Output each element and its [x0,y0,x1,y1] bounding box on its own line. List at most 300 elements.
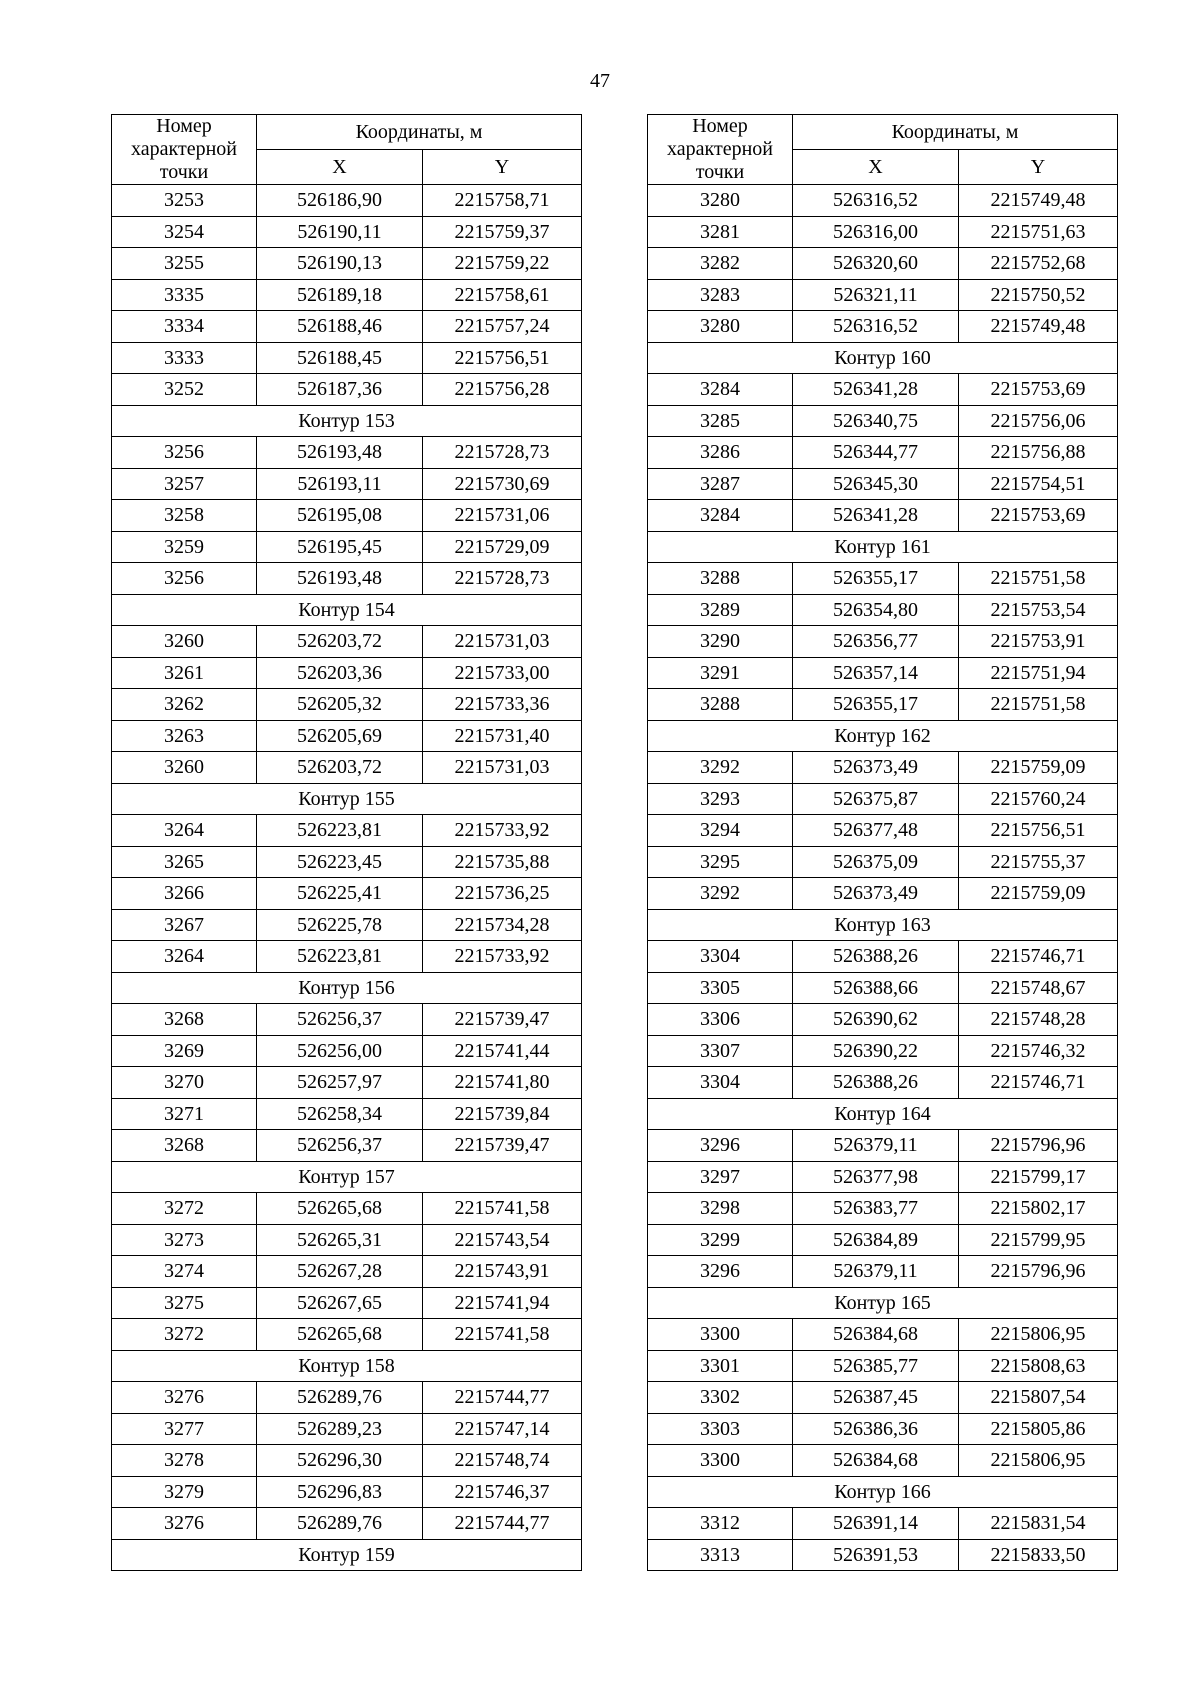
y-coordinate-cell: 2215741,58 [423,1193,582,1225]
x-coordinate-cell: 526195,08 [257,500,423,532]
y-coordinate-cell: 2215731,06 [423,500,582,532]
point-number-cell: 3300 [648,1319,793,1351]
point-number-cell: 3298 [648,1193,793,1225]
y-coordinate-cell: 2215806,95 [959,1319,1118,1351]
x-coordinate-cell: 526190,13 [257,248,423,280]
point-number-cell: 3296 [648,1130,793,1162]
y-coordinate-cell: 2215757,24 [423,311,582,343]
x-coordinate-cell: 526391,14 [793,1508,959,1540]
y-coordinate-cell: 2215741,94 [423,1287,582,1319]
contour-label: Контур 165 [648,1287,1118,1319]
contour-row [112,1161,582,1193]
point-number-cell: 3313 [648,1539,793,1571]
x-coordinate-cell: 526203,36 [257,657,423,689]
y-coordinate-cell: 2215731,03 [423,626,582,658]
x-coordinate-cell: 526193,11 [257,468,423,500]
y-coordinate-cell: 2215806,95 [959,1445,1118,1477]
table-row [648,437,1118,469]
table-row [112,752,582,784]
contour-label: Контур 161 [648,531,1118,563]
y-coordinate-cell: 2215748,67 [959,972,1118,1004]
contour-label: Контур 155 [112,783,582,815]
table-row [648,1035,1118,1067]
table-row [648,1539,1118,1571]
page-number: 47 [590,70,610,92]
table-row [112,563,582,595]
point-number-cell: 3335 [112,279,257,311]
table-row [112,878,582,910]
table-row [112,1287,582,1319]
contour-row [112,1539,582,1571]
y-coordinate-cell: 2215760,24 [959,783,1118,815]
point-number-cell: 3252 [112,374,257,406]
x-coordinate-cell: 526223,81 [257,941,423,973]
point-number-cell: 3296 [648,1256,793,1288]
y-coordinate-cell: 2215741,80 [423,1067,582,1099]
point-number-cell: 3286 [648,437,793,469]
table-row [648,1193,1118,1225]
table-row [648,1382,1118,1414]
table-body [648,185,1118,1571]
table-row [112,468,582,500]
point-number-cell: 3262 [112,689,257,721]
y-coordinate-cell: 2215739,47 [423,1130,582,1162]
point-number-cell: 3277 [112,1413,257,1445]
x-coordinate-cell: 526321,11 [793,279,959,311]
table-row [112,311,582,343]
contour-label: Контур 164 [648,1098,1118,1130]
table-body [112,185,582,1571]
y-coordinate-cell: 2215728,73 [423,563,582,595]
point-number-cell: 3280 [648,185,793,217]
point-number-cell: 3288 [648,563,793,595]
table-row [648,405,1118,437]
y-coordinate-cell: 2215734,28 [423,909,582,941]
point-number-cell: 3288 [648,689,793,721]
contour-label: Контур 163 [648,909,1118,941]
x-coordinate-cell: 526265,68 [257,1193,423,1225]
x-coordinate-cell: 526341,28 [793,374,959,406]
table-row [112,720,582,752]
y-coordinate-cell: 2215741,58 [423,1319,582,1351]
point-number-cell: 3255 [112,248,257,280]
contour-row [648,531,1118,563]
table-header [648,115,1118,185]
y-coordinate-cell: 2215731,40 [423,720,582,752]
y-coordinate-cell: 2215752,68 [959,248,1118,280]
x-coordinate-cell: 526373,49 [793,752,959,784]
coordinates-table-right [647,114,1118,1571]
x-coordinate-cell: 526379,11 [793,1256,959,1288]
y-coordinate-cell: 2215756,88 [959,437,1118,469]
point-number-cell: 3264 [112,941,257,973]
y-coordinate-cell: 2215755,37 [959,846,1118,878]
point-number-cell: 3292 [648,878,793,910]
x-coordinate-cell: 526375,87 [793,783,959,815]
point-number-cell: 3304 [648,941,793,973]
point-number-cell: 3257 [112,468,257,500]
table-row [112,1130,582,1162]
x-coordinate-cell: 526188,46 [257,311,423,343]
x-header: X [793,150,959,185]
y-coordinate-cell: 2215796,96 [959,1130,1118,1162]
y-coordinate-cell: 2215808,63 [959,1350,1118,1382]
table-row [112,1098,582,1130]
point-number-cell: 3264 [112,815,257,847]
point-number-cell: 3254 [112,216,257,248]
table-row [112,248,582,280]
point-number-cell: 3268 [112,1130,257,1162]
point-number-cell: 3276 [112,1508,257,1540]
y-coordinate-cell: 2215833,50 [959,1539,1118,1571]
x-coordinate-cell: 526316,00 [793,216,959,248]
table-row [648,1445,1118,1477]
x-coordinate-cell: 526391,53 [793,1539,959,1571]
point-number-cell: 3266 [112,878,257,910]
x-coordinate-cell: 526340,75 [793,405,959,437]
x-coordinate-cell: 526390,22 [793,1035,959,1067]
table-row [112,941,582,973]
x-coordinate-cell: 526316,52 [793,185,959,217]
point-number-cell: 3294 [648,815,793,847]
table-row [112,815,582,847]
point-number-cell: 3273 [112,1224,257,1256]
x-coordinate-cell: 526384,68 [793,1445,959,1477]
x-coordinate-cell: 526203,72 [257,626,423,658]
x-coordinate-cell: 526377,48 [793,815,959,847]
x-coordinate-cell: 526355,17 [793,563,959,595]
x-coordinate-cell: 526341,28 [793,500,959,532]
table-row [648,878,1118,910]
y-coordinate-cell: 2215751,58 [959,563,1118,595]
y-coordinate-cell: 2215831,54 [959,1508,1118,1540]
x-coordinate-cell: 526385,77 [793,1350,959,1382]
point-number-cell: 3295 [648,846,793,878]
table-row [648,846,1118,878]
point-number-cell: 3333 [112,342,257,374]
point-number-cell: 3280 [648,311,793,343]
x-coordinate-cell: 526373,49 [793,878,959,910]
table-row [648,500,1118,532]
y-coordinate-cell: 2215805,86 [959,1413,1118,1445]
y-coordinate-cell: 2215744,77 [423,1508,582,1540]
table-row [112,657,582,689]
x-coordinate-cell: 526193,48 [257,437,423,469]
table-row [112,1193,582,1225]
point-number-cell: 3290 [648,626,793,658]
x-coordinate-cell: 526289,76 [257,1382,423,1414]
point-number-cell: 3253 [112,185,257,217]
point-number-cell: 3274 [112,1256,257,1288]
point-number-cell: 3278 [112,1445,257,1477]
point-number-cell: 3284 [648,374,793,406]
table-row [112,689,582,721]
point-number-cell: 3267 [112,909,257,941]
table-row [112,1256,582,1288]
y-coordinate-cell: 2215799,95 [959,1224,1118,1256]
x-coordinate-cell: 526223,45 [257,846,423,878]
y-coordinate-cell: 2215759,09 [959,878,1118,910]
table-row [648,1004,1118,1036]
x-coordinate-cell: 526388,26 [793,941,959,973]
y-header: Y [423,150,582,185]
point-number-header: Номер характерной точки [648,115,793,185]
y-coordinate-cell: 2215751,94 [959,657,1118,689]
x-coordinate-cell: 526256,00 [257,1035,423,1067]
table-row [112,279,582,311]
y-coordinate-cell: 2215751,58 [959,689,1118,721]
x-coordinate-cell: 526354,80 [793,594,959,626]
y-coordinate-cell: 2215730,69 [423,468,582,500]
table-row [112,626,582,658]
contour-label: Контур 156 [112,972,582,1004]
table-row [648,279,1118,311]
table-row [648,216,1118,248]
contour-row [648,909,1118,941]
point-number-cell: 3268 [112,1004,257,1036]
y-coordinate-cell: 2215758,61 [423,279,582,311]
y-coordinate-cell: 2215748,28 [959,1004,1118,1036]
point-number-cell: 3272 [112,1319,257,1351]
contour-row [648,1287,1118,1319]
table-row [112,1035,582,1067]
table-row [648,563,1118,595]
point-number-cell: 3299 [648,1224,793,1256]
point-number-cell: 3269 [112,1035,257,1067]
table-row [648,941,1118,973]
contour-row [112,972,582,1004]
y-coordinate-cell: 2215744,77 [423,1382,582,1414]
point-number-cell: 3312 [648,1508,793,1540]
table-row [112,1067,582,1099]
table-row [112,500,582,532]
point-number-cell: 3259 [112,531,257,563]
table-row [112,1004,582,1036]
y-coordinate-cell: 2215735,88 [423,846,582,878]
table-row [648,1224,1118,1256]
y-coordinate-cell: 2215733,00 [423,657,582,689]
y-coordinate-cell: 2215753,69 [959,374,1118,406]
table-row [112,374,582,406]
contour-label: Контур 162 [648,720,1118,752]
coordinates-table-left [111,114,582,1571]
y-coordinate-cell: 2215753,91 [959,626,1118,658]
point-number-cell: 3281 [648,216,793,248]
y-coordinate-cell: 2215758,71 [423,185,582,217]
table-row [112,1319,582,1351]
x-coordinate-cell: 526257,97 [257,1067,423,1099]
point-number-cell: 3256 [112,437,257,469]
table-row [648,1319,1118,1351]
y-header: Y [959,150,1118,185]
table-row [112,1382,582,1414]
table-row [648,374,1118,406]
y-coordinate-cell: 2215746,71 [959,941,1118,973]
x-coordinate-cell: 526267,65 [257,1287,423,1319]
x-coordinate-cell: 526225,78 [257,909,423,941]
x-coordinate-cell: 526265,68 [257,1319,423,1351]
x-coordinate-cell: 526193,48 [257,563,423,595]
x-coordinate-cell: 526190,11 [257,216,423,248]
y-coordinate-cell: 2215759,37 [423,216,582,248]
point-number-cell: 3284 [648,500,793,532]
table-row [112,1476,582,1508]
contour-label: Контур 157 [112,1161,582,1193]
x-coordinate-cell: 526379,11 [793,1130,959,1162]
y-coordinate-cell: 2215753,69 [959,500,1118,532]
table-header [112,115,582,185]
y-coordinate-cell: 2215796,96 [959,1256,1118,1288]
contour-row [112,1350,582,1382]
contour-label: Контур 158 [112,1350,582,1382]
x-coordinate-cell: 526388,66 [793,972,959,1004]
point-number-cell: 3293 [648,783,793,815]
contour-label: Контур 159 [112,1539,582,1571]
x-coordinate-cell: 526355,17 [793,689,959,721]
x-coordinate-cell: 526390,62 [793,1004,959,1036]
x-coordinate-cell: 526205,32 [257,689,423,721]
y-coordinate-cell: 2215739,84 [423,1098,582,1130]
point-number-cell: 3302 [648,1382,793,1414]
x-coordinate-cell: 526203,72 [257,752,423,784]
point-number-cell: 3303 [648,1413,793,1445]
x-coordinate-cell: 526289,23 [257,1413,423,1445]
table-row [112,909,582,941]
table-row [648,1256,1118,1288]
y-coordinate-cell: 2215753,54 [959,594,1118,626]
table-row [648,1067,1118,1099]
contour-label: Контур 166 [648,1476,1118,1508]
point-number-cell: 3256 [112,563,257,595]
point-number-cell: 3279 [112,1476,257,1508]
y-coordinate-cell: 2215731,03 [423,752,582,784]
table-row [112,1413,582,1445]
x-coordinate-cell: 526357,14 [793,657,959,689]
table-row [648,972,1118,1004]
table-row [648,1350,1118,1382]
point-number-cell: 3258 [112,500,257,532]
y-coordinate-cell: 2215751,63 [959,216,1118,248]
x-coordinate-cell: 526344,77 [793,437,959,469]
point-number-cell: 3261 [112,657,257,689]
x-coordinate-cell: 526316,52 [793,311,959,343]
table-row [648,626,1118,658]
table-row [648,1508,1118,1540]
y-coordinate-cell: 2215749,48 [959,311,1118,343]
point-number-header: Номер характерной точки [112,115,257,185]
point-number-cell: 3260 [112,752,257,784]
x-coordinate-cell: 526296,83 [257,1476,423,1508]
point-number-cell: 3304 [648,1067,793,1099]
y-coordinate-cell: 2215748,74 [423,1445,582,1477]
table-row [648,185,1118,217]
y-coordinate-cell: 2215756,51 [423,342,582,374]
table-row [112,1508,582,1540]
contour-row [648,1098,1118,1130]
table-row [112,185,582,217]
point-number-cell: 3301 [648,1350,793,1382]
table-row [648,594,1118,626]
y-coordinate-cell: 2215736,25 [423,878,582,910]
point-number-cell: 3265 [112,846,257,878]
x-coordinate-cell: 526384,89 [793,1224,959,1256]
table-row [648,752,1118,784]
y-coordinate-cell: 2215802,17 [959,1193,1118,1225]
table-row [648,657,1118,689]
point-number-cell: 3306 [648,1004,793,1036]
table-row [112,342,582,374]
table-row [648,815,1118,847]
y-coordinate-cell: 2215799,17 [959,1161,1118,1193]
x-coordinate-cell: 526223,81 [257,815,423,847]
y-coordinate-cell: 2215743,54 [423,1224,582,1256]
y-coordinate-cell: 2215807,54 [959,1382,1118,1414]
point-number-cell: 3307 [648,1035,793,1067]
point-number-cell: 3282 [648,248,793,280]
y-coordinate-cell: 2215746,32 [959,1035,1118,1067]
table-row [648,248,1118,280]
y-coordinate-cell: 2215728,73 [423,437,582,469]
y-coordinate-cell: 2215743,91 [423,1256,582,1288]
y-coordinate-cell: 2215739,47 [423,1004,582,1036]
x-coordinate-cell: 526256,37 [257,1004,423,1036]
y-coordinate-cell: 2215750,52 [959,279,1118,311]
x-coordinate-cell: 526375,09 [793,846,959,878]
point-number-cell: 3291 [648,657,793,689]
x-coordinate-cell: 526296,30 [257,1445,423,1477]
x-coordinate-cell: 526388,26 [793,1067,959,1099]
table-row [112,437,582,469]
y-coordinate-cell: 2215749,48 [959,185,1118,217]
x-coordinate-cell: 526267,28 [257,1256,423,1288]
x-coordinate-cell: 526387,45 [793,1382,959,1414]
x-coordinate-cell: 526189,18 [257,279,423,311]
x-coordinate-cell: 526256,37 [257,1130,423,1162]
x-coordinate-cell: 526386,36 [793,1413,959,1445]
contour-row [112,783,582,815]
table-row [112,1224,582,1256]
point-number-cell: 3270 [112,1067,257,1099]
x-coordinate-cell: 526289,76 [257,1508,423,1540]
contour-label: Контур 153 [112,405,582,437]
table-row [112,216,582,248]
y-coordinate-cell: 2215747,14 [423,1413,582,1445]
table-row [648,311,1118,343]
x-coordinate-cell: 526186,90 [257,185,423,217]
table-row [648,1130,1118,1162]
y-coordinate-cell: 2215733,36 [423,689,582,721]
y-coordinate-cell: 2215733,92 [423,815,582,847]
coordinates-header: Координаты, м [793,115,1118,150]
y-coordinate-cell: 2215756,06 [959,405,1118,437]
contour-row [112,594,582,626]
table-row [648,783,1118,815]
point-number-cell: 3334 [112,311,257,343]
y-coordinate-cell: 2215759,09 [959,752,1118,784]
point-number-cell: 3297 [648,1161,793,1193]
contour-row [112,405,582,437]
contour-label: Контур 160 [648,342,1118,374]
y-coordinate-cell: 2215746,37 [423,1476,582,1508]
point-number-cell: 3263 [112,720,257,752]
x-coordinate-cell: 526225,41 [257,878,423,910]
point-number-cell: 3300 [648,1445,793,1477]
coordinates-header: Координаты, м [257,115,582,150]
x-header: X [257,150,423,185]
y-coordinate-cell: 2215741,44 [423,1035,582,1067]
contour-row [648,720,1118,752]
point-number-cell: 3275 [112,1287,257,1319]
